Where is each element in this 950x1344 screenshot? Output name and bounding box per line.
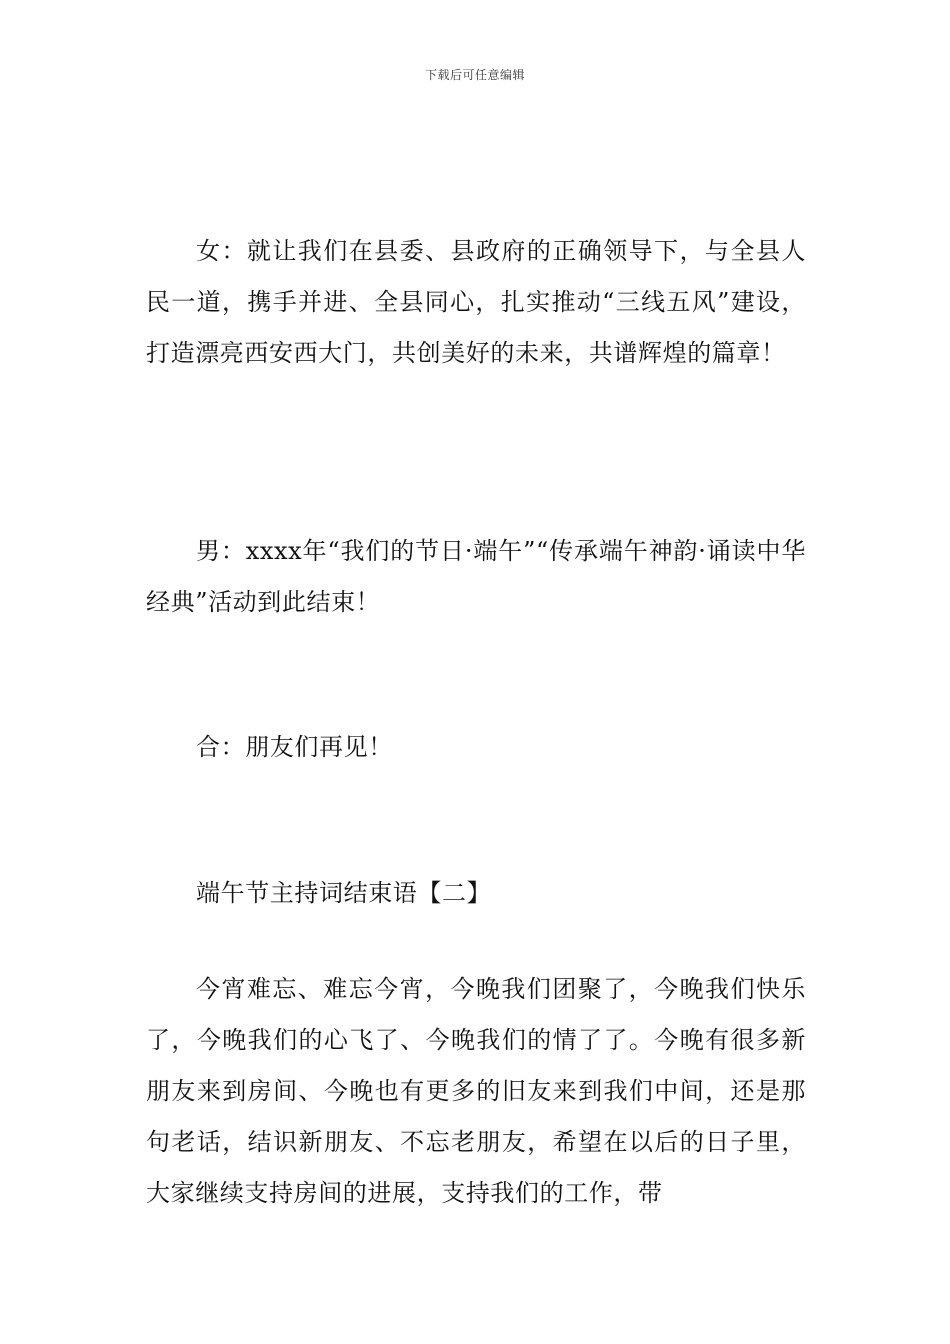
paragraph-closing-speech: 今宵难忘、难忘今宵，今晚我们团聚了，今晚我们快乐了，今晚我们的心飞了、今晚我们的情了了。今晚有很多新朋友来到房间、今晚也有更多的旧友来到我们中间，还是那句老话，结识新朋友、不忘老朋友，希望在以后的日子里，大家继续支持房间的进展，支持我们的工作，带 (146, 975, 806, 1207)
paragraph-male-host: 男：xxxx年“我们的节日·端午”“传承端午神韵·诵读中华经典”活动到此结束！ (146, 537, 806, 616)
paragraph-female-host: 女：就让我们在县委、县政府的正确领导下，与全县人民一道，携手并进、全县同心，扎实推动“三线五风”建设，打造漂亮西安西大门，共创美好的未来，共谱辉煌的篇章！ (146, 237, 806, 367)
paragraph-together: 合：朋友们再见！ (196, 733, 393, 761)
section-heading: 端午节主持词结束语【二】 (196, 879, 492, 907)
page-header-note: 下载后可任意编辑 (424, 68, 525, 82)
